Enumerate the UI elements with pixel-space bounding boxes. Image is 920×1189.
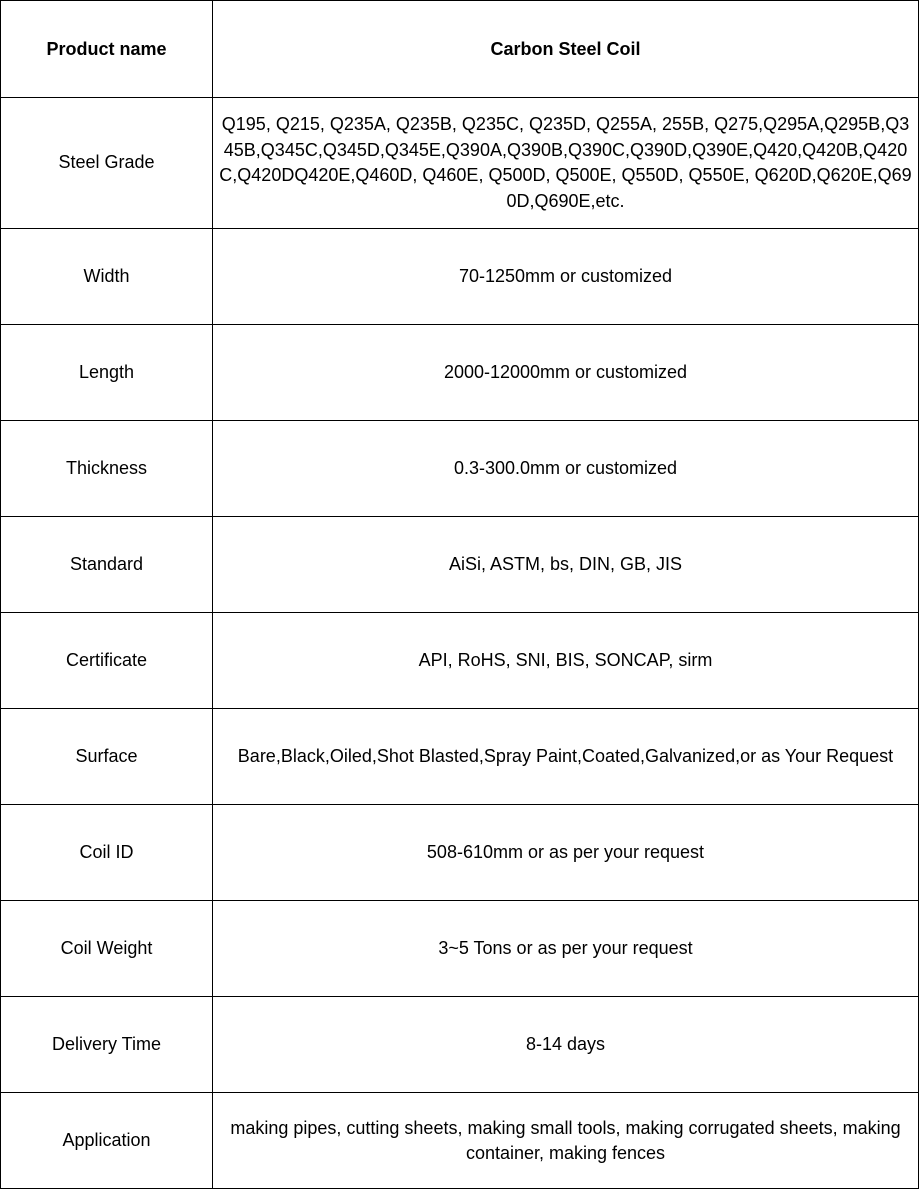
table-row-application	[1, 1093, 919, 1189]
header-value-cell: Carbon Steel Coil	[213, 1, 919, 98]
row-value: API, RoHS, SNI, BIS, SONCAP, sirm	[213, 613, 919, 709]
row-value: 3~5 Tons or as per your request	[213, 901, 919, 997]
row-label: Thickness	[1, 421, 213, 517]
table-row-certificate	[1, 613, 919, 709]
row-label: Standard	[1, 517, 213, 613]
row-label: Certificate	[1, 613, 213, 709]
row-value: Q195, Q215, Q235A, Q235B, Q235C, Q235D, Q255A, 255B, Q275,Q295A,Q295B,Q345B,Q345C,Q345D,Q345E,Q390A,Q390B,Q390C,Q390D,Q390E,Q420,Q420B,Q420C,Q420DQ420E,Q460D, Q460E, Q500D, Q500E, Q550D, Q550E, Q620D,Q620E,Q690D,Q690E,etc.	[213, 98, 919, 229]
row-value: making pipes, cutting sheets, making small tools, making corrugated sheets, making container, making fences	[213, 1093, 919, 1189]
table-header-row	[1, 1, 919, 98]
table-row-steel-grade	[1, 98, 919, 229]
table-row-standard	[1, 517, 919, 613]
row-label: Coil Weight	[1, 901, 213, 997]
row-value: 70-1250mm or customized	[213, 229, 919, 325]
row-value: 2000-12000mm or customized	[213, 325, 919, 421]
row-label: Delivery Time	[1, 997, 213, 1093]
row-label: Application	[1, 1093, 213, 1189]
row-value: 0.3-300.0mm or customized	[213, 421, 919, 517]
row-value: Bare,Black,Oiled,Shot Blasted,Spray Paint,Coated,Galvanized,or as Your Request	[213, 709, 919, 805]
table-row-surface	[1, 709, 919, 805]
table-row-coil-weight	[1, 901, 919, 997]
row-label: Steel Grade	[1, 98, 213, 229]
row-label: Width	[1, 229, 213, 325]
row-label: Coil ID	[1, 805, 213, 901]
row-label: Length	[1, 325, 213, 421]
row-value: 508-610mm or as per your request	[213, 805, 919, 901]
header-label-cell: Product name	[1, 1, 213, 98]
table-row-length	[1, 325, 919, 421]
row-value: AiSi, ASTM, bs, DIN, GB, JIS	[213, 517, 919, 613]
table-row-width	[1, 229, 919, 325]
table-row-delivery-time	[1, 997, 919, 1093]
row-label: Surface	[1, 709, 213, 805]
table-row-coil-id	[1, 805, 919, 901]
row-value: 8-14 days	[213, 997, 919, 1093]
table-row-thickness	[1, 421, 919, 517]
